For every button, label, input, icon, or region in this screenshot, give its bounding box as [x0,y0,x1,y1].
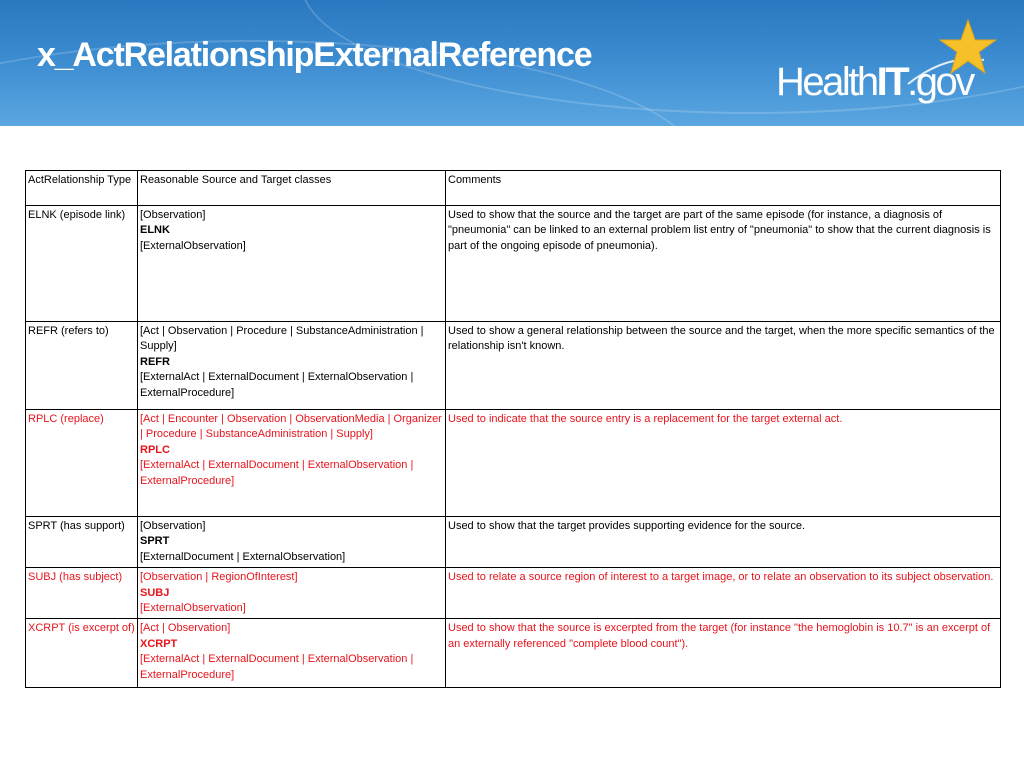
relationship-code: XCRPT [140,637,178,650]
healthit-logo [776,18,1006,108]
row-type: XCRPT (is excerpt of) [26,619,138,688]
row-comment: Used to show that the source is excerpted from the target (for instance "the hemoglobin is 10.7" is an excerpt of an externally referenced "complete blood count"). [446,619,1001,688]
source-classes: [Observation | RegionOfInterest] [140,571,298,584]
target-classes: [ExternalAct | ExternalDocument | ExternalObservation | ExternalProcedure] [140,459,414,487]
row-classes [138,410,446,517]
source-classes: [Act | Encounter | Observation | ObservationMedia | Organizer | Procedure | SubstanceAdministration | Supply] [140,413,442,441]
table-row [26,568,1001,619]
header-comments: Comments [446,171,1001,206]
source-classes: [Act | Observation] [140,622,231,635]
logo-text-health: Health [776,60,877,104]
logo-text-it: IT [876,60,908,104]
target-classes: [ExternalObservation] [140,602,246,615]
row-comment: Used to show that the source and the target are part of the same episode (for instance, a diagnosis of "pneumonia" can be linked to an external problem list entry of "pneumonia" to show that the current diagnosis is part of the ongoing episode of pneumonia). [446,206,1001,322]
slide-title: x_ActRelationshipExternalReference [37,36,592,74]
row-type: ELNK (episode link) [26,206,138,322]
row-comment: Used to indicate that the source entry is a replacement for the target external act. [446,410,1001,517]
relationship-code: RPLC [140,443,170,456]
row-comment: Used to show a general relationship between the source and the target, when the more specific semantics of the relationship isn't known. [446,322,1001,410]
row-type: SUBJ (has subject) [26,568,138,619]
target-classes: [ExternalDocument | ExternalObservation] [140,550,346,563]
source-classes: [Observation] [140,209,206,221]
relationship-table [25,170,1001,688]
row-classes [138,619,446,688]
header-classes: Reasonable Source and Target classes [138,171,446,206]
slide-header [0,0,1024,126]
row-classes [138,568,446,619]
header-type: ActRelationship Type [26,171,138,206]
table-row [26,206,1001,322]
logo-text-gov: .gov [907,60,973,104]
source-classes: [Observation] [140,520,206,532]
table-row [26,410,1001,517]
row-comment: Used to show that the target provides supporting evidence for the source. [446,517,1001,568]
row-type: RPLC (replace) [26,410,138,517]
table-row [26,517,1001,568]
relationship-code: ELNK [140,224,170,237]
row-type: REFR (refers to) [26,322,138,410]
target-classes: [ExternalAct | ExternalDocument | ExternalObservation | ExternalProcedure] [140,371,414,399]
row-classes [138,206,446,322]
row-comment: Used to relate a source region of interest to a target image, or to relate an observation to its subject observation. [446,568,1001,619]
relationship-code: SPRT [140,535,170,548]
relationship-code: REFR [140,355,170,368]
row-classes [138,517,446,568]
row-classes [138,322,446,410]
logo-wordmark [776,60,973,105]
table-row [26,619,1001,688]
row-type: SPRT (has support) [26,517,138,568]
target-classes: [ExternalAct | ExternalDocument | ExternalObservation | ExternalProcedure] [140,653,414,681]
target-classes: [ExternalObservation] [140,239,246,252]
table-row [26,322,1001,410]
source-classes: [Act | Observation | Procedure | SubstanceAdministration | Supply] [140,325,424,353]
relationship-code: SUBJ [140,586,170,599]
table-header-row [26,171,1001,206]
